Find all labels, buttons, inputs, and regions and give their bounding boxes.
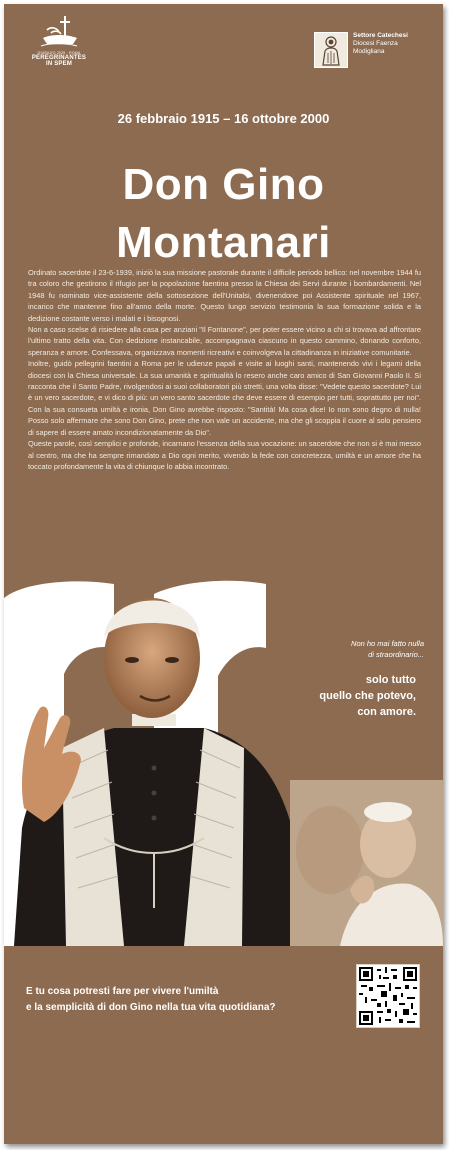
qr-code-icon [357, 965, 419, 1027]
don-gino-portrait [4, 578, 304, 946]
pope-photo [290, 780, 443, 946]
jubilee-logo-line3: IN SPEM [45, 61, 73, 67]
bottom-band [4, 946, 443, 1144]
biography-text [28, 267, 421, 472]
life-dates: 26 febbraio 1915 – 16 ottobre 2000 [117, 111, 330, 126]
poster-banner [4, 4, 443, 1144]
question-line2: e la semplicità di don Gino nella tua vita quotidiana? [26, 1002, 276, 1013]
quote-line5: con amore. [357, 706, 416, 718]
biography-paragraph-4: Queste parole, così semplici e profonde, incarnano l'essenza della sua vocazione: un sacerdote che non si è mai messo al centro, ma che ha sempre rimandato a Dio ogni merito, vivendo la fede con concretezza, umiltà e un amore che ha toccato profondamente la vita di chiunque lo abbia incontrato. [28, 439, 421, 471]
quote-line2: di straordinario... [368, 650, 424, 659]
qr-code[interactable] [356, 964, 420, 1028]
question-line1: E tu cosa potresti fare per vivere l'umiltà [26, 986, 219, 997]
jubilee-logo-line2: PEREGRINANTES [31, 55, 87, 61]
saint-figure-icon [315, 33, 347, 67]
photo-section [4, 578, 443, 946]
biography-paragraph-3: Inoltre, guidò pellegrini faentini a Roma per le udienze papali e visite ai luoghi santi, mantenendo vivi i legami della diocesi con la Chiesa universale. La sua umanità e spiritualità lo resero anche caro amico di San Giovanni Paolo II. Si racconta che il Santo Padre, rivolgendosi ai suoi collaboratori più stretti, una volta disse: "Vedete questo sacerdote? Lui è un vero sacerdote, e vi dico di più: un vero santo sacerdote che deve essere di esempio per tutti, soprattutto per noi". Con la sua consueta umiltà e ironia, Don Gino avrebbe risposto: "Santità! Ma cosa dice! Io non sono degno di nulla! Posso solo affermare che sono Don Gino, prete che non vale un accidente, ma che gli scoppia il cuore al solo pensiero di sapere di essere amato incondizionatamente da Dio". [28, 359, 421, 437]
title-line2: Montanari [116, 218, 331, 267]
reflection-question [26, 984, 326, 1016]
title-line1: Don Gino [122, 160, 325, 209]
quote-line4: quello che potevo, [319, 690, 416, 702]
diocese-name-line2: Modigliana [353, 48, 385, 55]
page-title [4, 156, 443, 272]
jubilee-logo [24, 14, 94, 67]
biography-paragraph-1: Ordinato sacerdote il 23-6-1939, iniziò la sua missione pastorale durante il difficile periodo bellico: nel novembre 1944 fu tra coloro che gestirono il rifugio per la popolazione faentina presso la Chiesa dei Servi durante i bombardamenti. Nel 1948 fu nominato vice-assistente della sottosezione dell'Unitalsi, divenendone poi Assistente spirituale nel 1967, incarico che mantenne fino all'anno della morte. Questo lungo servizio testimonia la sua formazione solida e la dedizione costante verso i malati e i bisognosi. [28, 268, 421, 323]
diocese-name-line1: Diocesi Faenza [353, 40, 398, 47]
diocese-logo [314, 32, 408, 68]
quote-line3: solo tutto [365, 674, 416, 686]
quote-intro [324, 638, 424, 660]
jubilee-emblem-icon [37, 14, 81, 50]
quote-line1: Non ho mai fatto nulla [351, 639, 424, 648]
jubilee-logo-line1: GIUBILEO 2025 · ROMA [37, 51, 81, 55]
diocese-emblem [314, 32, 348, 68]
diocese-org: Settore Catechesi [353, 32, 408, 39]
quote-emphasis [294, 672, 416, 720]
biography-paragraph-2: Non a caso scelse di risiedere alla casa per anziani "Il Fontanone", per poter essere vicino a chi si trovava ad affrontare l'ultimo tratto della vita. Con dedizione instancabile, accompagnava ciascuno in questo cammino, donando conforto, speranza e amore. Confessava, organizzava momenti ricreativi e coinvolgeva la cittadinanza in iniziative comunitarie. [28, 325, 421, 357]
